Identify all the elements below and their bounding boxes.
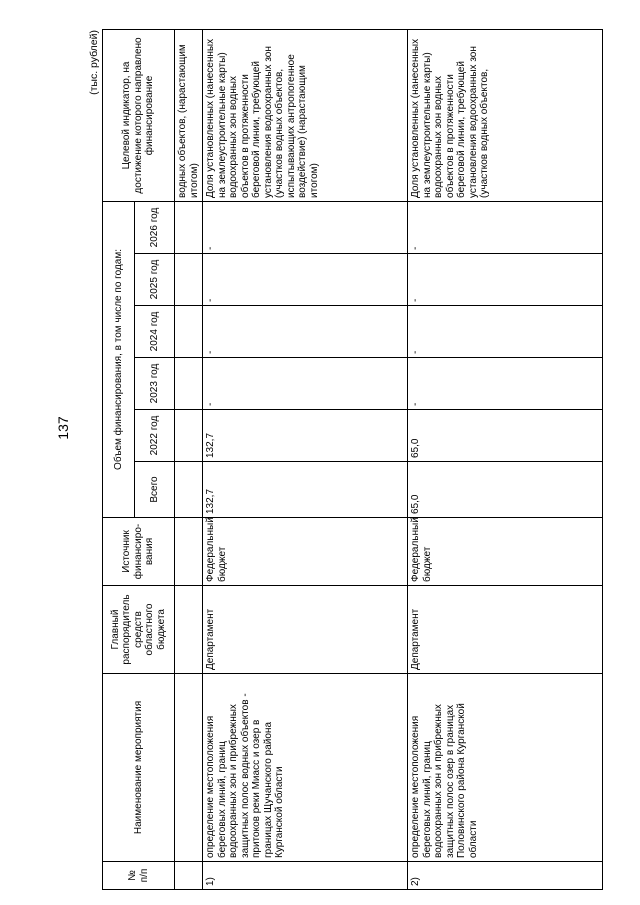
row-year-2024: - xyxy=(408,306,603,358)
header-num: № п/п xyxy=(103,862,175,890)
row-num: 1) xyxy=(203,862,408,890)
row-source: Федеральный бюджет xyxy=(408,518,603,586)
header-year-2024: 2024 год xyxy=(135,306,175,358)
row-name: определение местоположения береговых линий, границ водоохранных зон и прибрежных защитных полос озер в границах Половинского района Курганской области xyxy=(408,674,603,862)
header-name: Наименование мероприятия xyxy=(103,674,175,862)
row-manager: Департамент xyxy=(203,586,408,674)
row-total: 65,0 xyxy=(408,462,603,518)
row-indicator: Доля установленных (нанесенных на землеустроительные карты) водоохранных зон водных объектов в протяженности береговой линии, требующей установления водоохранных зон (участков водных объектов, xyxy=(408,29,603,201)
row-year-2022: 132,7 xyxy=(203,410,408,462)
header-row xyxy=(103,29,135,889)
continuation-row xyxy=(175,29,203,889)
header-year-2026: 2026 год xyxy=(135,201,175,253)
units-label: (тыс. рублей) xyxy=(88,30,100,95)
row-year-2026: - xyxy=(203,201,408,253)
header-year-2025: 2025 год xyxy=(135,254,175,306)
header-year-2022: 2022 год xyxy=(135,410,175,462)
header-total: Всего xyxy=(135,462,175,518)
row-year-2026: - xyxy=(408,201,603,253)
row-year-2024: - xyxy=(203,306,408,358)
rotated-table-region xyxy=(88,30,628,890)
header-manager: Главный распорядитель средств областного бюджета xyxy=(103,586,175,674)
financing-table xyxy=(102,29,603,890)
row-year-2025: - xyxy=(408,254,603,306)
row-year-2023: - xyxy=(408,358,603,410)
header-indicator: Целевой индикатор, на достижение которого направлено финансирование xyxy=(103,29,175,201)
row-name: определение местоположения береговых линий, границ водоохранных зон и прибрежных защитных полос водных объектов - притоков реки Миасс и озер в границах Щучанского района Курганской области xyxy=(203,674,408,862)
header-year-2023: 2023 год xyxy=(135,358,175,410)
table-row xyxy=(203,29,408,889)
header-volume: Объем финансирования, в том числе по годам: xyxy=(103,201,135,517)
row-source: Федеральный бюджет xyxy=(203,518,408,586)
row-num: 2) xyxy=(408,862,603,890)
row-total: 132,7 xyxy=(203,462,408,518)
row-year-2023: - xyxy=(203,358,408,410)
row-indicator: Доля установленных (нанесенных на землеустроительные карты) водоохранных зон водных объектов в протяженности береговой линии, требующей установления водоохранных зон (участков водных объектов, испытывающих антропогенное воздействие) (нарастающим итогом) xyxy=(203,29,408,201)
header-source: Источник финансиро-вания xyxy=(103,518,175,586)
continuation-indicator: водных объектов, (нарастающим итогом) xyxy=(175,29,203,201)
page-number: 137 xyxy=(55,416,71,440)
table-row xyxy=(408,29,603,889)
row-manager: Департамент xyxy=(408,586,603,674)
row-year-2025: - xyxy=(203,254,408,306)
row-year-2022: 65,0 xyxy=(408,410,603,462)
